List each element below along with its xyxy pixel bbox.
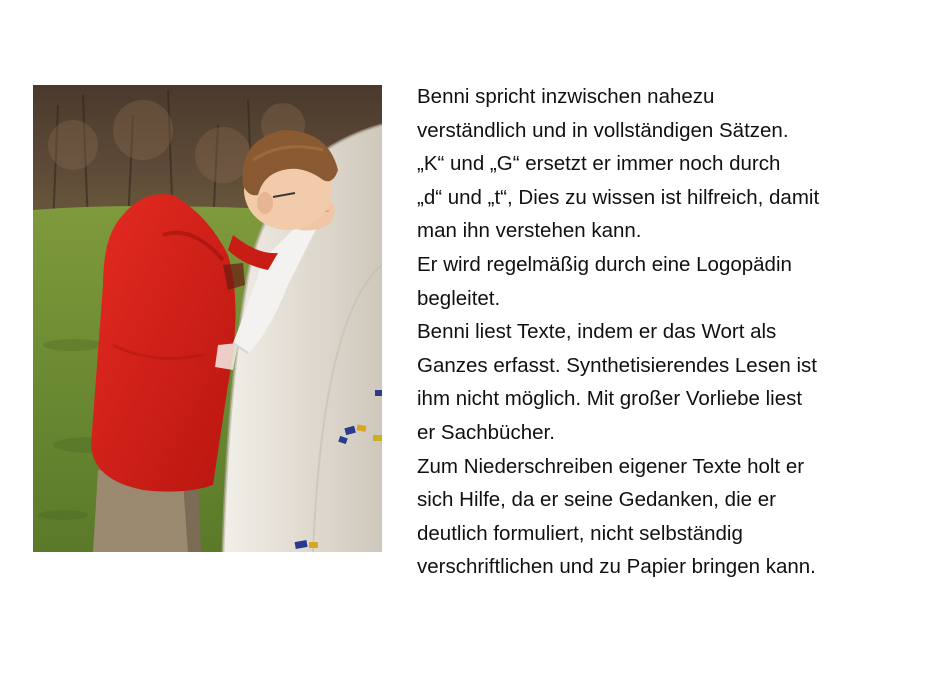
- text-line: man ihn verstehen kann.: [417, 219, 642, 243]
- description-text: [417, 80, 917, 584]
- text-line: deutlich formuliert, nicht selbständig: [417, 521, 743, 545]
- text-line: Zum Niederschreiben eigener Texte holt er: [417, 454, 805, 478]
- photo-boy-at-wall: [33, 85, 382, 552]
- boy-red-shirt: [91, 194, 236, 492]
- text-line: „d“ und „t“, Dies zu wissen ist hilfreich, damit: [417, 185, 820, 209]
- text-line: ihm nicht möglich. Mit großer Vorliebe liest: [417, 387, 803, 411]
- text-line: Ganzes erfasst. Synthetisierendes Lesen ist: [417, 353, 817, 377]
- text-line: Er wird regelmäßig durch eine Logopädin: [417, 252, 792, 276]
- text-line: sich Hilfe, da er seine Gedanken, die er: [417, 488, 776, 512]
- text-line: verständlich und in vollständigen Sätzen.: [417, 118, 789, 142]
- text-line: Benni spricht inzwischen nahezu: [417, 85, 715, 108]
- text-line: Benni liest Texte, indem er das Wort als: [417, 320, 777, 344]
- text-line: „K“ und „G“ ersetzt er immer noch durch: [417, 152, 781, 176]
- photo-illustration: [33, 85, 382, 552]
- text-line: begleitet.: [417, 286, 501, 310]
- text-line: verschriftlichen und zu Papier bringen kann.: [417, 555, 816, 579]
- text-line: er Sachbücher.: [417, 420, 555, 444]
